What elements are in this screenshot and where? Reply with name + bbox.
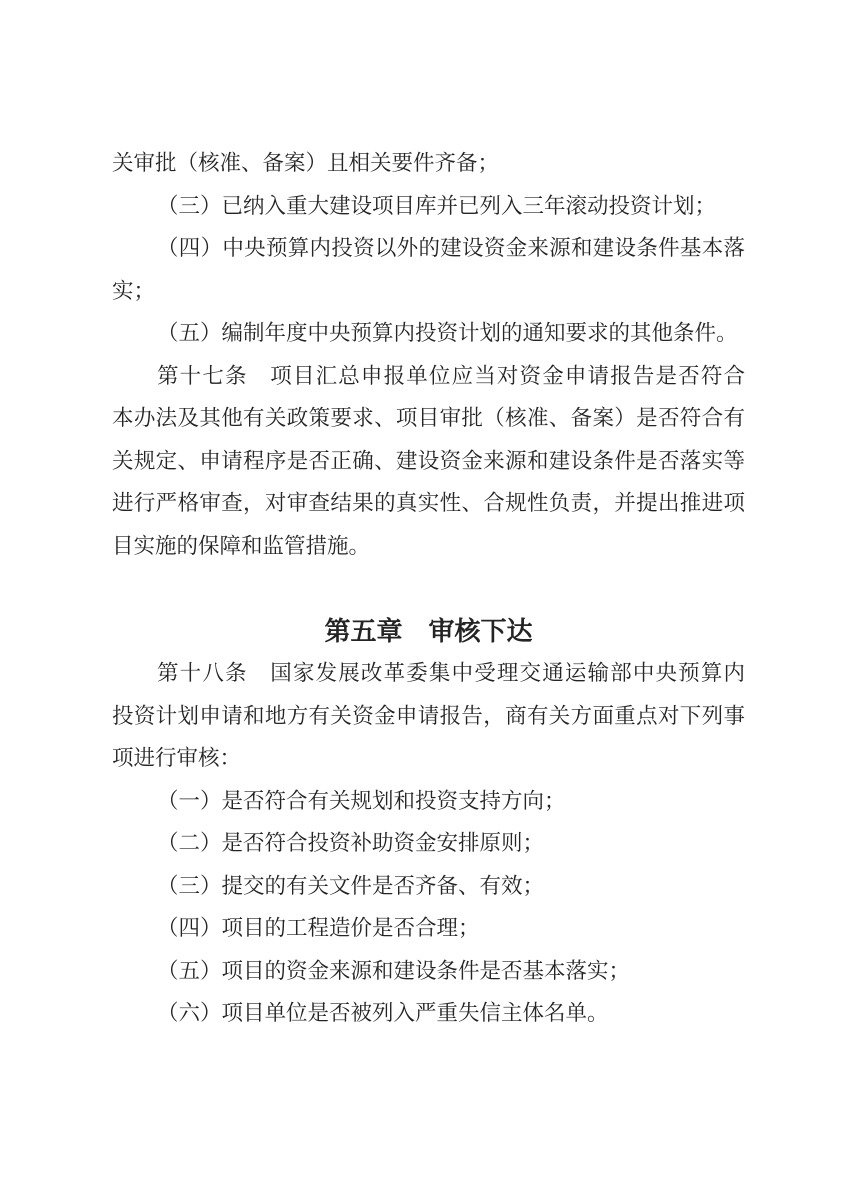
text-line: 关规定、申请程序是否正确、建设资金来源和建设条件是否落实等 [112, 448, 745, 473]
text-line: （四）项目的工程造价是否合理； [157, 916, 480, 940]
text-line: 进行严格审查，对审查结果的真实性、合规性负责，并提出推进项 [112, 491, 745, 515]
text-line: （四）中央预算内投资以外的建设资金来源和建设条件基本落 [157, 236, 745, 260]
text-line: （六）项目单位是否被列入严重失信主体名单。 [157, 1001, 609, 1025]
text-line: 实； [112, 278, 156, 303]
text-line: 项进行审核： [112, 746, 242, 770]
text-line: （三）提交的有关文件是否齐备、有效； [157, 873, 545, 898]
text-line: 目实施的保障和监管措施。 [112, 533, 371, 558]
text-line: （五）项目的资金来源和建设条件是否基本落实； [157, 958, 631, 983]
text-line: 第十八条 国家发展改革委集中受理交通运输部中央预算内 [157, 661, 745, 685]
text-line: 本办法及其他有关政策要求、项目审批（核准、备案）是否符合有 [112, 406, 745, 430]
text-line: 第十七条 项目汇总申报单位应当对资金申请报告是否符合 [157, 363, 745, 388]
chapter-heading: 第五章 审核下达 [324, 615, 533, 646]
text-line: （五）编制年度中央预算内投资计划的通知要求的其他条件。 [157, 321, 738, 345]
text-line: （三）已纳入重大建设项目库并已列入三年滚动投资计划； [157, 193, 717, 218]
text-line: 关审批（核准、备案）且相关要件齐备； [112, 151, 500, 175]
document-body [112, 142, 745, 1035]
text-line: （二）是否符合投资补助资金安排原则； [157, 831, 545, 855]
text-line: 投资计划申请和地方有关资金申请报告，商有关方面重点对下列事 [112, 703, 745, 728]
text-line: （一）是否符合有关规划和投资支持方向； [157, 788, 566, 813]
blank-line [112, 567, 745, 610]
